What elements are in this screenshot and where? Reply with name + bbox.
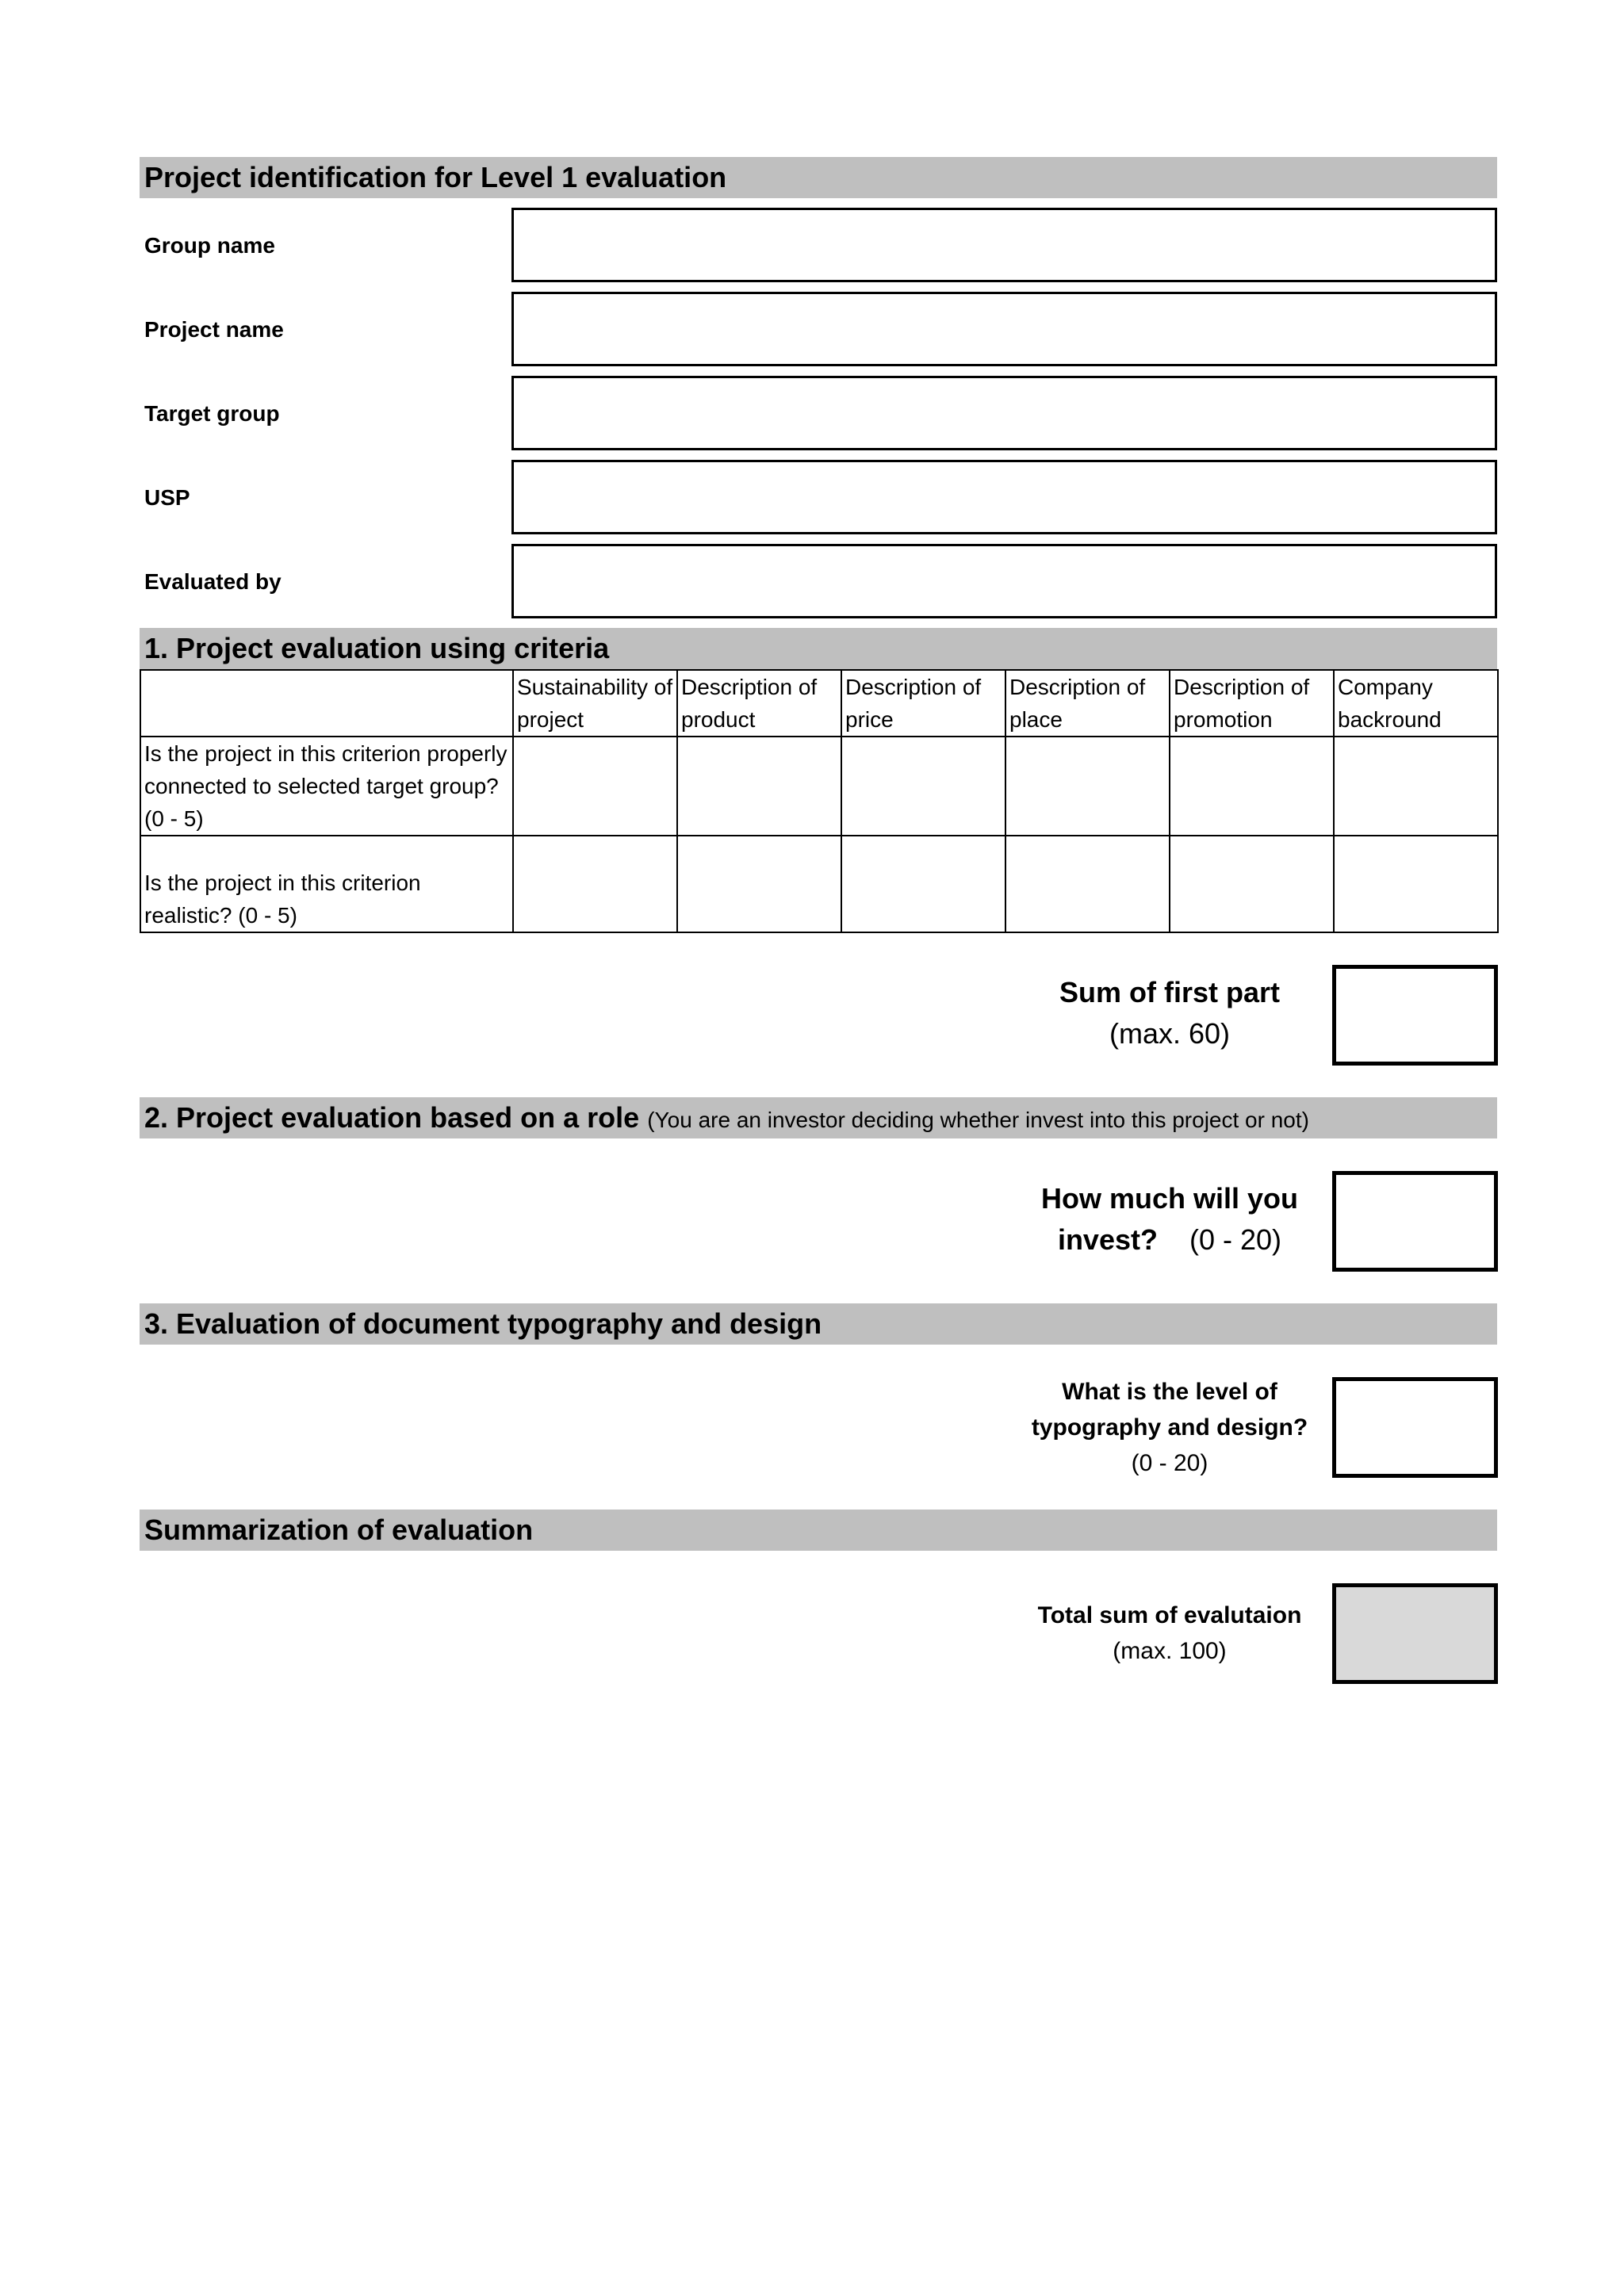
target-group-field[interactable] <box>511 376 1497 450</box>
score-cell[interactable] <box>1334 836 1498 932</box>
typography-range: (0 - 20) <box>1131 1450 1208 1476</box>
criteria-corner-cell <box>140 670 513 737</box>
section2-note: (You are an investor deciding whether invest into this project or not) <box>647 1108 1309 1132</box>
group-name-field[interactable] <box>511 208 1497 282</box>
first-part-sum-max: (max. 60) <box>1109 1017 1231 1050</box>
score-cell[interactable] <box>677 737 841 836</box>
invest-amount-box[interactable] <box>1332 1171 1498 1272</box>
first-part-sum-title: Sum of first part <box>1059 976 1280 1008</box>
score-cell[interactable] <box>677 836 841 932</box>
score-cell[interactable] <box>1005 836 1170 932</box>
usp-field[interactable] <box>511 460 1497 534</box>
column-header: Description of price <box>841 670 1005 737</box>
project-name-field[interactable] <box>511 292 1497 366</box>
invest-question-line1: How much will you <box>1040 1182 1299 1215</box>
typography-question-line1: What is the level of <box>1062 1379 1277 1405</box>
total-sum-label <box>999 1598 1340 1669</box>
table-row <box>140 836 1498 932</box>
column-header: Sustainability of project <box>513 670 677 737</box>
criteria-question: Is the project in this criterion properly connected to selected target group? (0 - 5) <box>140 737 513 836</box>
section1-header <box>140 628 1497 669</box>
typography-score-box[interactable] <box>1332 1377 1498 1478</box>
total-sum-box <box>1332 1583 1498 1684</box>
section3-header <box>140 1303 1497 1345</box>
target-group-label: Target group <box>144 401 280 426</box>
column-header: Description of promotion <box>1170 670 1334 737</box>
evaluated-by-label: Evaluated by <box>144 569 282 594</box>
summary-title: Summarization of evaluation <box>144 1513 534 1546</box>
usp-label: USP <box>144 485 190 510</box>
identification-header <box>140 157 1497 198</box>
typography-question-line2: typography and design? <box>1031 1414 1308 1441</box>
score-cell[interactable] <box>1005 737 1170 836</box>
column-header: Description of place <box>1005 670 1170 737</box>
section2-header <box>140 1097 1497 1138</box>
total-sum-max: (max. 100) <box>1113 1638 1227 1664</box>
first-part-sum-label <box>999 972 1340 1054</box>
section2-title: 2. Project evaluation based on a role <box>144 1101 640 1134</box>
score-cell[interactable] <box>1334 737 1498 836</box>
invest-question <box>999 1178 1340 1261</box>
total-sum-title: Total sum of evalutaion <box>1037 1602 1302 1628</box>
table-row <box>140 737 1498 836</box>
score-cell[interactable] <box>841 737 1005 836</box>
section3-title: 3. Evaluation of document typography and design <box>144 1307 822 1340</box>
column-header: Description of product <box>677 670 841 737</box>
score-cell[interactable] <box>1170 737 1334 836</box>
first-part-sum-box[interactable] <box>1332 965 1498 1066</box>
invest-question-word: invest? <box>1057 1223 1158 1256</box>
section1-title: 1. Project evaluation using criteria <box>144 632 610 664</box>
score-cell[interactable] <box>1170 836 1334 932</box>
criteria-table <box>140 669 1499 933</box>
typography-question <box>999 1374 1340 1481</box>
score-cell[interactable] <box>513 737 677 836</box>
invest-range: (0 - 20) <box>1189 1223 1282 1256</box>
identification-title: Project identification for Level 1 evaluation <box>144 161 727 193</box>
group-name-label: Group name <box>144 233 275 258</box>
evaluated-by-field[interactable] <box>511 544 1497 618</box>
column-header: Company backround <box>1334 670 1498 737</box>
criteria-question: Is the project in this criterion realistic? (0 - 5) <box>140 836 513 932</box>
score-cell[interactable] <box>513 836 677 932</box>
score-cell[interactable] <box>841 836 1005 932</box>
summary-header <box>140 1510 1497 1551</box>
criteria-header-row <box>140 670 1498 737</box>
project-name-label: Project name <box>144 317 284 342</box>
